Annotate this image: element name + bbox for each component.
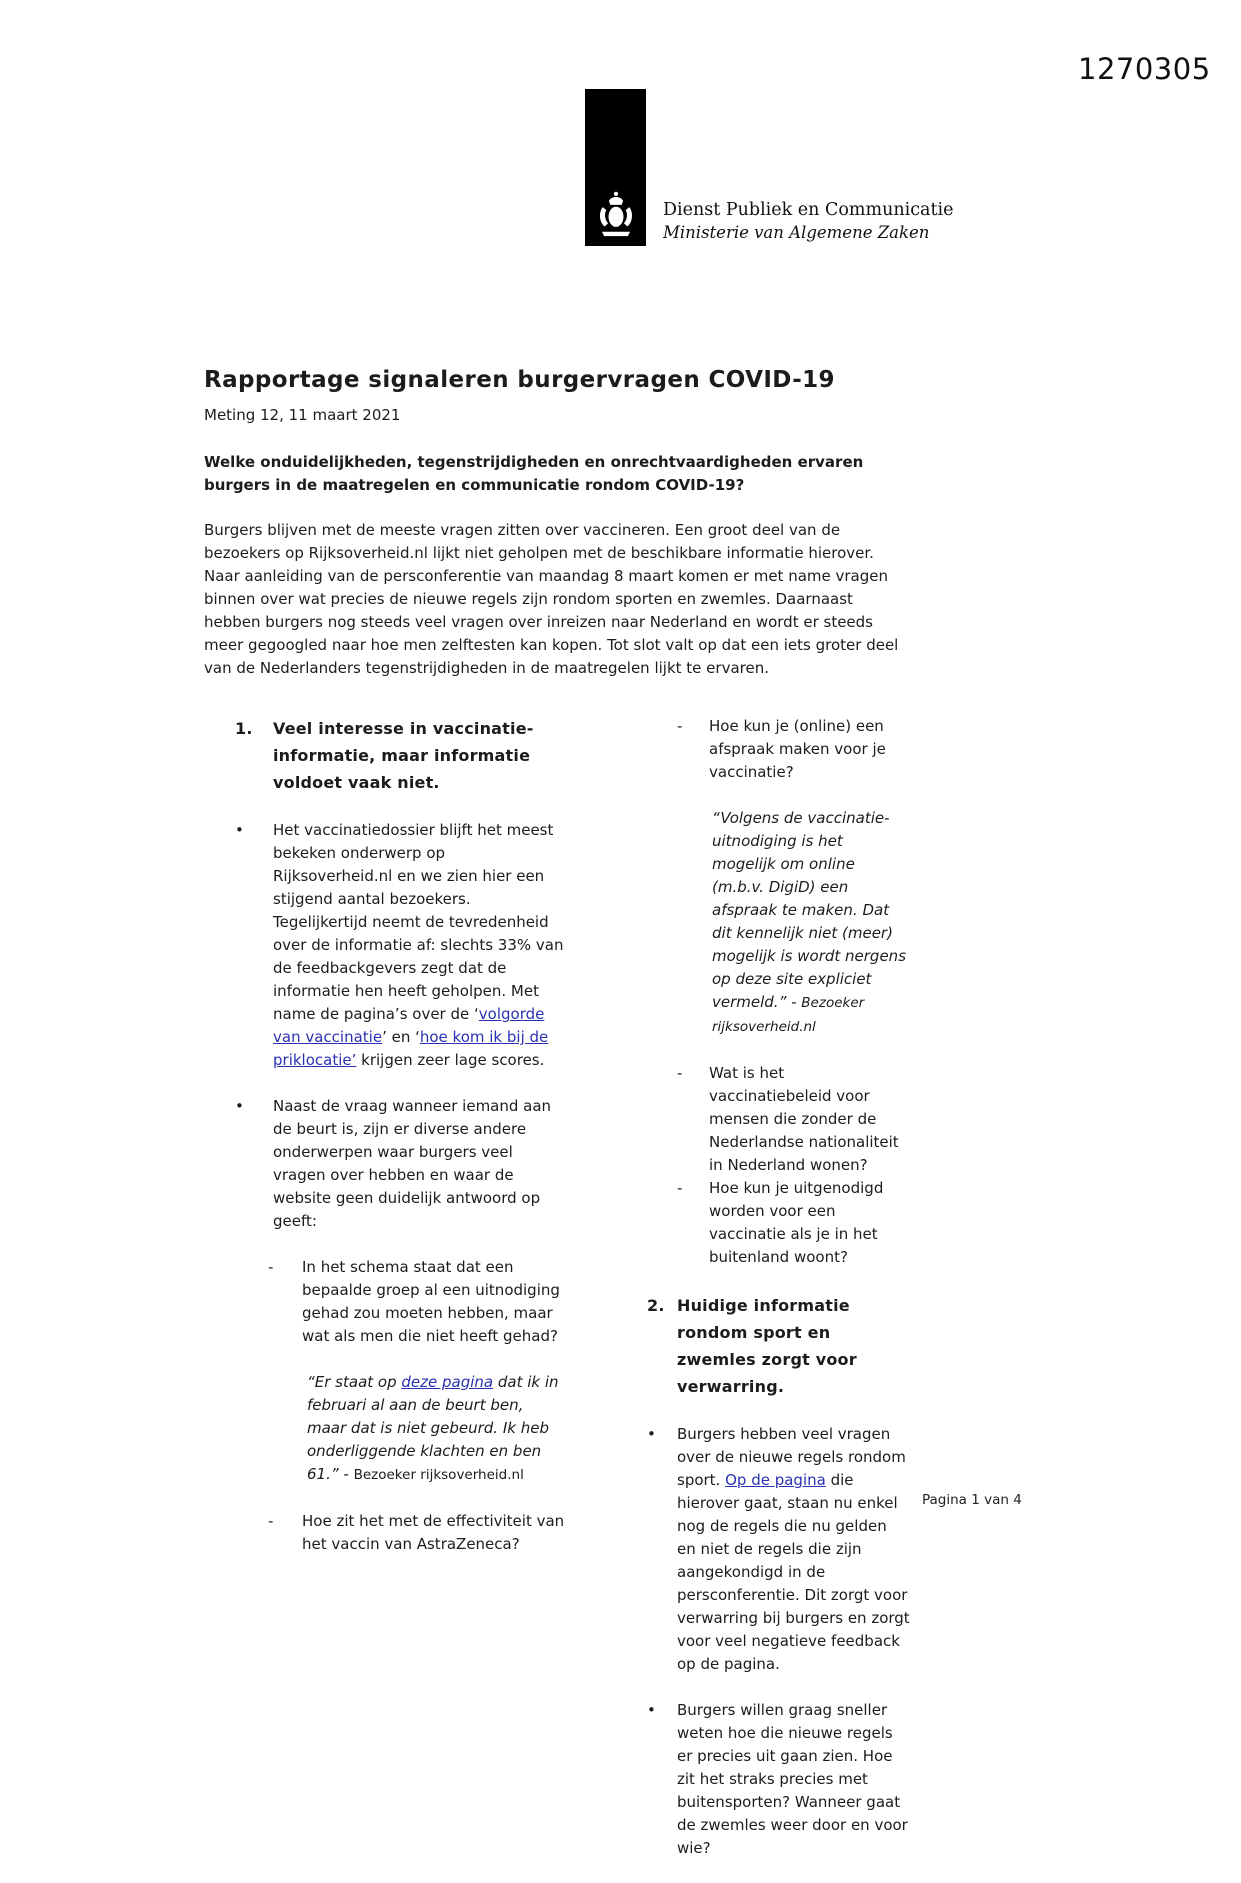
bullet-text-run: ’ en ‘ <box>382 1028 420 1046</box>
section-2-number: 2. <box>647 1296 665 1315</box>
bullet-text-run: Burgers hebben veel vragen over de nieuwe regels rondom sport. <box>677 1425 906 1489</box>
bullet-text-run: krijgen zeer lage scores. <box>356 1051 545 1069</box>
research-question: Welke onduidelijkheden, tegenstrijdigheden en onrechtvaardigheden ervaren burgers in de maatregelen en communicatie rondom COVID-19? <box>204 453 864 494</box>
report-date-line: Meting 12, 11 maart 2021 <box>204 406 401 424</box>
dash-text: Wat is het vaccinatiebeleid voor mensen die zonder de Nederlandse nationaliteit in Nederland wonen? <box>709 1064 899 1174</box>
dash-item-schema <box>268 1256 566 1348</box>
dash-item-nationaliteit <box>677 1062 910 1177</box>
two-column-layout <box>204 715 910 1883</box>
dash-text: Hoe kun je (online) een afspraak maken voor je vaccinatie? <box>709 717 886 781</box>
bullet-item-sneller-weten <box>647 1699 910 1860</box>
link-hoe-kom-ik-bij-de-priklocatie[interactable]: hoe kom ik bij de priklocatie’ <box>273 1028 549 1069</box>
section-2-heading <box>647 1292 910 1400</box>
bullet-marker: • <box>647 1701 656 1719</box>
link-op-de-pagina[interactable]: Op de pagina <box>725 1471 826 1489</box>
dash-text: Hoe kun je uitgenodigd worden voor een vaccinatie als je in het buitenland woont? <box>709 1179 884 1266</box>
dash-item-astrazeneca <box>268 1510 566 1556</box>
dash-text: Hoe zit het met de effectiviteit van het vaccin van AstraZeneca? <box>302 1512 565 1553</box>
link-volgorde-van-vaccinatie[interactable]: volgorde van vaccinatie <box>273 1005 545 1046</box>
bullet-text <box>273 819 566 1072</box>
bullet-text <box>677 1423 910 1676</box>
quote-text-run: “Er staat op <box>307 1373 402 1391</box>
bullet-text: Naast de vraag wanneer iemand aan de beurt is, zijn er diverse andere onderwerpen waar burgers veel vragen over hebben en waar de website geen duidelijk antwoord op geeft: <box>273 1097 552 1230</box>
report-body <box>204 366 910 1883</box>
bullet-item-naast-de-vraag <box>235 1095 566 1233</box>
bullet-text-run: die hierover gaat, staan nu enkel nog de regels die nu gelden en niet de regels die zijn aangekondigd in de persconferentie. Dit zorgt voor verwarring bij burgers en zorgt voor veel negatieve feedback op de pagina. <box>677 1471 910 1673</box>
quote-text-run: dat ik in februari al aan de beurt ben, maar dat is niet gebeurd. Ik heb onderliggende klachten en ben 61.” - <box>307 1373 559 1483</box>
logo-black-bar <box>585 89 646 246</box>
government-logo <box>585 89 953 246</box>
page-number-footer: Pagina 1 van 4 <box>922 1492 1022 1508</box>
dash-marker: - <box>677 1179 683 1197</box>
dash-item-online-afspraak <box>677 715 910 784</box>
report-title: Rapportage signaleren burgervragen COVID-19 <box>204 367 835 393</box>
document-number: 1270305 <box>1078 52 1211 86</box>
logo-text <box>663 198 953 246</box>
left-column <box>235 715 566 1579</box>
quote-attribution: Bezoeker rijksoverheid.nl <box>712 995 865 1035</box>
logo-ministry-name: Ministerie van Algemene Zaken <box>663 223 930 242</box>
dash-marker: - <box>268 1512 274 1530</box>
bullet-item-regels-sport <box>647 1423 910 1676</box>
logo-department-name: Dienst Publiek en Communicatie <box>663 200 954 220</box>
section-2-heading-text: Huidige informatie rondom sport en zwemles zorgt voor verwarring. <box>677 1296 857 1396</box>
bullet-item-vaccinatiedossier <box>235 819 566 1072</box>
bullet-marker: • <box>235 821 244 839</box>
intro-paragraph: Burgers blijven met de meeste vragen zitten over vaccineren. Een groot deel van de bezoekers op Rijksoverheid.nl lijkt niet geholpen met de beschikbare informatie hierover. Naar aanleiding van de persconferentie van maandag 8 maart komen er met name vragen binnen over wat precies de nieuwe regels zijn rondom sporten en zwemles. Daarnaast hebben burgers nog steeds veel vragen over inreizen naar Nederland en wordt er steeds meer gegoogled naar hoe men zelftesten kan kopen. Tot slot valt op dat een iets groter deel van de Nederlanders tegenstrijdigheden in de maatregelen lijkt te ervaren. <box>204 521 899 677</box>
bullet-text: Burgers willen graag sneller weten hoe die nieuwe regels er precies uit gaan zien. Hoe zit het straks precies met buitensporten? Wanneer gaat de zwemles weer door en voor wie? <box>677 1701 908 1857</box>
section-1-heading-text: Veel interesse in vaccinatie-informatie, maar informatie voldoet vaak niet. <box>273 719 534 792</box>
bullet-marker: • <box>235 1097 244 1115</box>
section-1-heading <box>235 715 566 796</box>
bullet-marker: • <box>647 1425 656 1443</box>
dash-item-buitenland <box>677 1177 910 1269</box>
dash-text: In het schema staat dat een bepaalde groep al een uitnodiging gehad zou moeten hebben, maar wat als men die niet heeft gehad? <box>302 1258 560 1345</box>
bullet-text-run: Het vaccinatiedossier blijft het meest bekeken onderwerp op Rijksoverheid.nl en we zien hier een stijgend aantal bezoekers. Tegelijkertijd neemt de tevredenheid over de informatie af: slechts 33% van de feedbackgevers zegt dat de informatie hen heeft geholpen. Met name de pagina’s over de ‘ <box>273 821 564 1023</box>
quote-text-run: “Volgens de vaccinatie-uitnodiging is het mogelijk om online (m.b.v. DigiD) een afspraak te maken. Dat dit kennelijk niet (meer) mogelijk is wordt nergens op deze site expliciet vermeld.” - <box>712 809 907 1011</box>
link-deze-pagina[interactable]: deze pagina <box>401 1373 494 1391</box>
right-column <box>647 715 910 1883</box>
dash-marker: - <box>677 1064 683 1082</box>
dash-marker: - <box>268 1258 274 1276</box>
quote-block-februari <box>307 1371 566 1487</box>
dash-marker: - <box>677 717 683 735</box>
quote-attribution: Bezoeker rijksoverheid.nl <box>353 1467 524 1483</box>
quote-block-digid <box>712 807 910 1039</box>
section-1-number: 1. <box>235 719 253 738</box>
